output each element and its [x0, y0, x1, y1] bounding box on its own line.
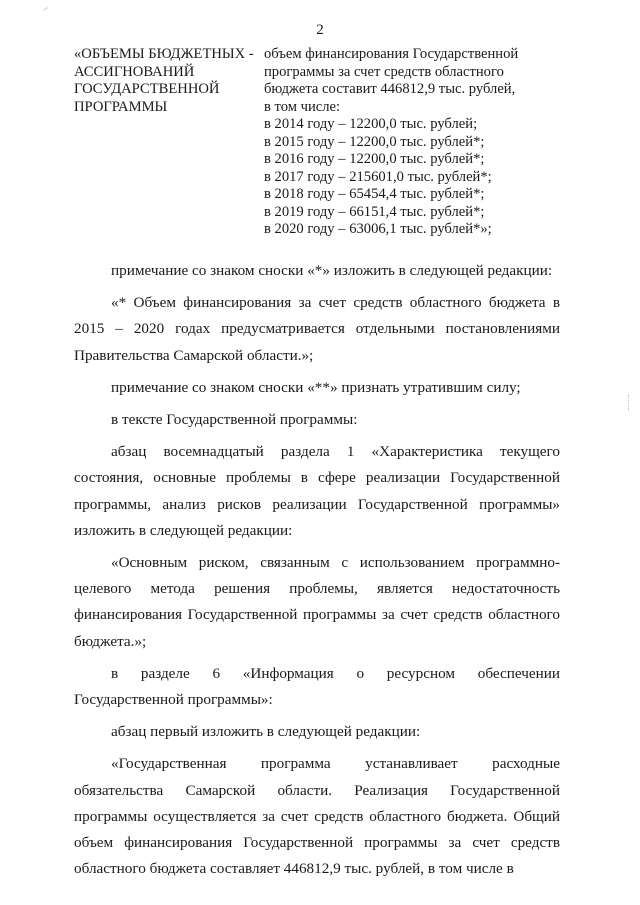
- funding-year-line: в 2015 году – 12200,0 тыс. рублей*;: [264, 133, 485, 150]
- document-body: [74, 258, 560, 882]
- passport-value-line: объем финансирования Государственной: [264, 46, 519, 62]
- passport-value-line: в том числе:: [264, 98, 341, 115]
- funding-year-line: в 2020 году – 63006,1 тыс. рублей*»;: [264, 221, 492, 237]
- paragraph: «* Объем финансирования за счет средств областного бюджета в 2015 – 2020 годах предусматривается отдельными постановлениями Правительства Самарской области.»;: [74, 294, 560, 364]
- funding-year-line: в 2017 году – 215601,0 тыс. рублей*;: [264, 168, 492, 185]
- funding-year-line: в 2018 году – 65454,4 тыс. рублей*;: [264, 186, 485, 202]
- paragraph: примечание со знаком сноски «*» изложить в следующей редакции:: [111, 262, 553, 279]
- passport-value-line: бюджета составит 446812,9 тыс. рублей,: [264, 81, 516, 97]
- passport-label-line: ПРОГРАММЫ: [74, 98, 168, 115]
- funding-year-line: в 2014 году – 12200,0 тыс. рублей;: [264, 116, 478, 132]
- passport-label: [74, 46, 264, 116]
- paragraph: «Государственная программа устанавливает расходные обязательства Самарской области. Реализация Государственной программы осуществляется за счет средств областного бюджета. Общий объем финансирования Государственной программы за счет средств областного бюджета составляет 446812,9 тыс. рублей, в том числе в: [74, 755, 560, 878]
- passport-label-line: АССИГНОВАНИЙ: [74, 63, 195, 80]
- passport-value-line: программы за счет средств областного: [264, 63, 504, 80]
- paragraph: примечание со знаком сноски «**» признать утратившим силу;: [111, 378, 521, 396]
- paragraph: в тексте Государственной программы:: [111, 411, 358, 429]
- passport-label-line: «ОБЪЕМЫ БЮДЖЕТНЫХ -: [74, 46, 254, 62]
- margin-artifact: [628, 395, 630, 411]
- scan-artifact-mark: [43, 7, 52, 16]
- page-number: 2: [316, 22, 324, 38]
- paragraph: в разделе 6 «Информация о ресурсном обеспечении Государственной программы»:: [74, 664, 560, 709]
- passport-label-line: ГОСУДАРСТВЕННОЙ: [74, 81, 220, 97]
- paragraph: абзац восемнадцатый раздела 1 «Характеристика текущего состояния, основные проблемы в сфере реализации Государственной программы, анализ рисков реализации Государственной программы» изложить в следующей редакции:: [74, 443, 560, 539]
- funding-year-line: в 2016 году – 12200,0 тыс. рублей*;: [264, 151, 485, 167]
- paragraph: абзац первый изложить в следующей редакции:: [111, 723, 421, 741]
- funding-year-line: в 2019 году – 66151,4 тыс. рублей*;: [264, 203, 485, 220]
- paragraph: «Основным риском, связанным с использованием программно-целевого метода решения проблемы, является недостаточность финансирования Государственной программы за счет средств областного бюджета.»;: [74, 554, 560, 650]
- passport-value: [264, 46, 549, 239]
